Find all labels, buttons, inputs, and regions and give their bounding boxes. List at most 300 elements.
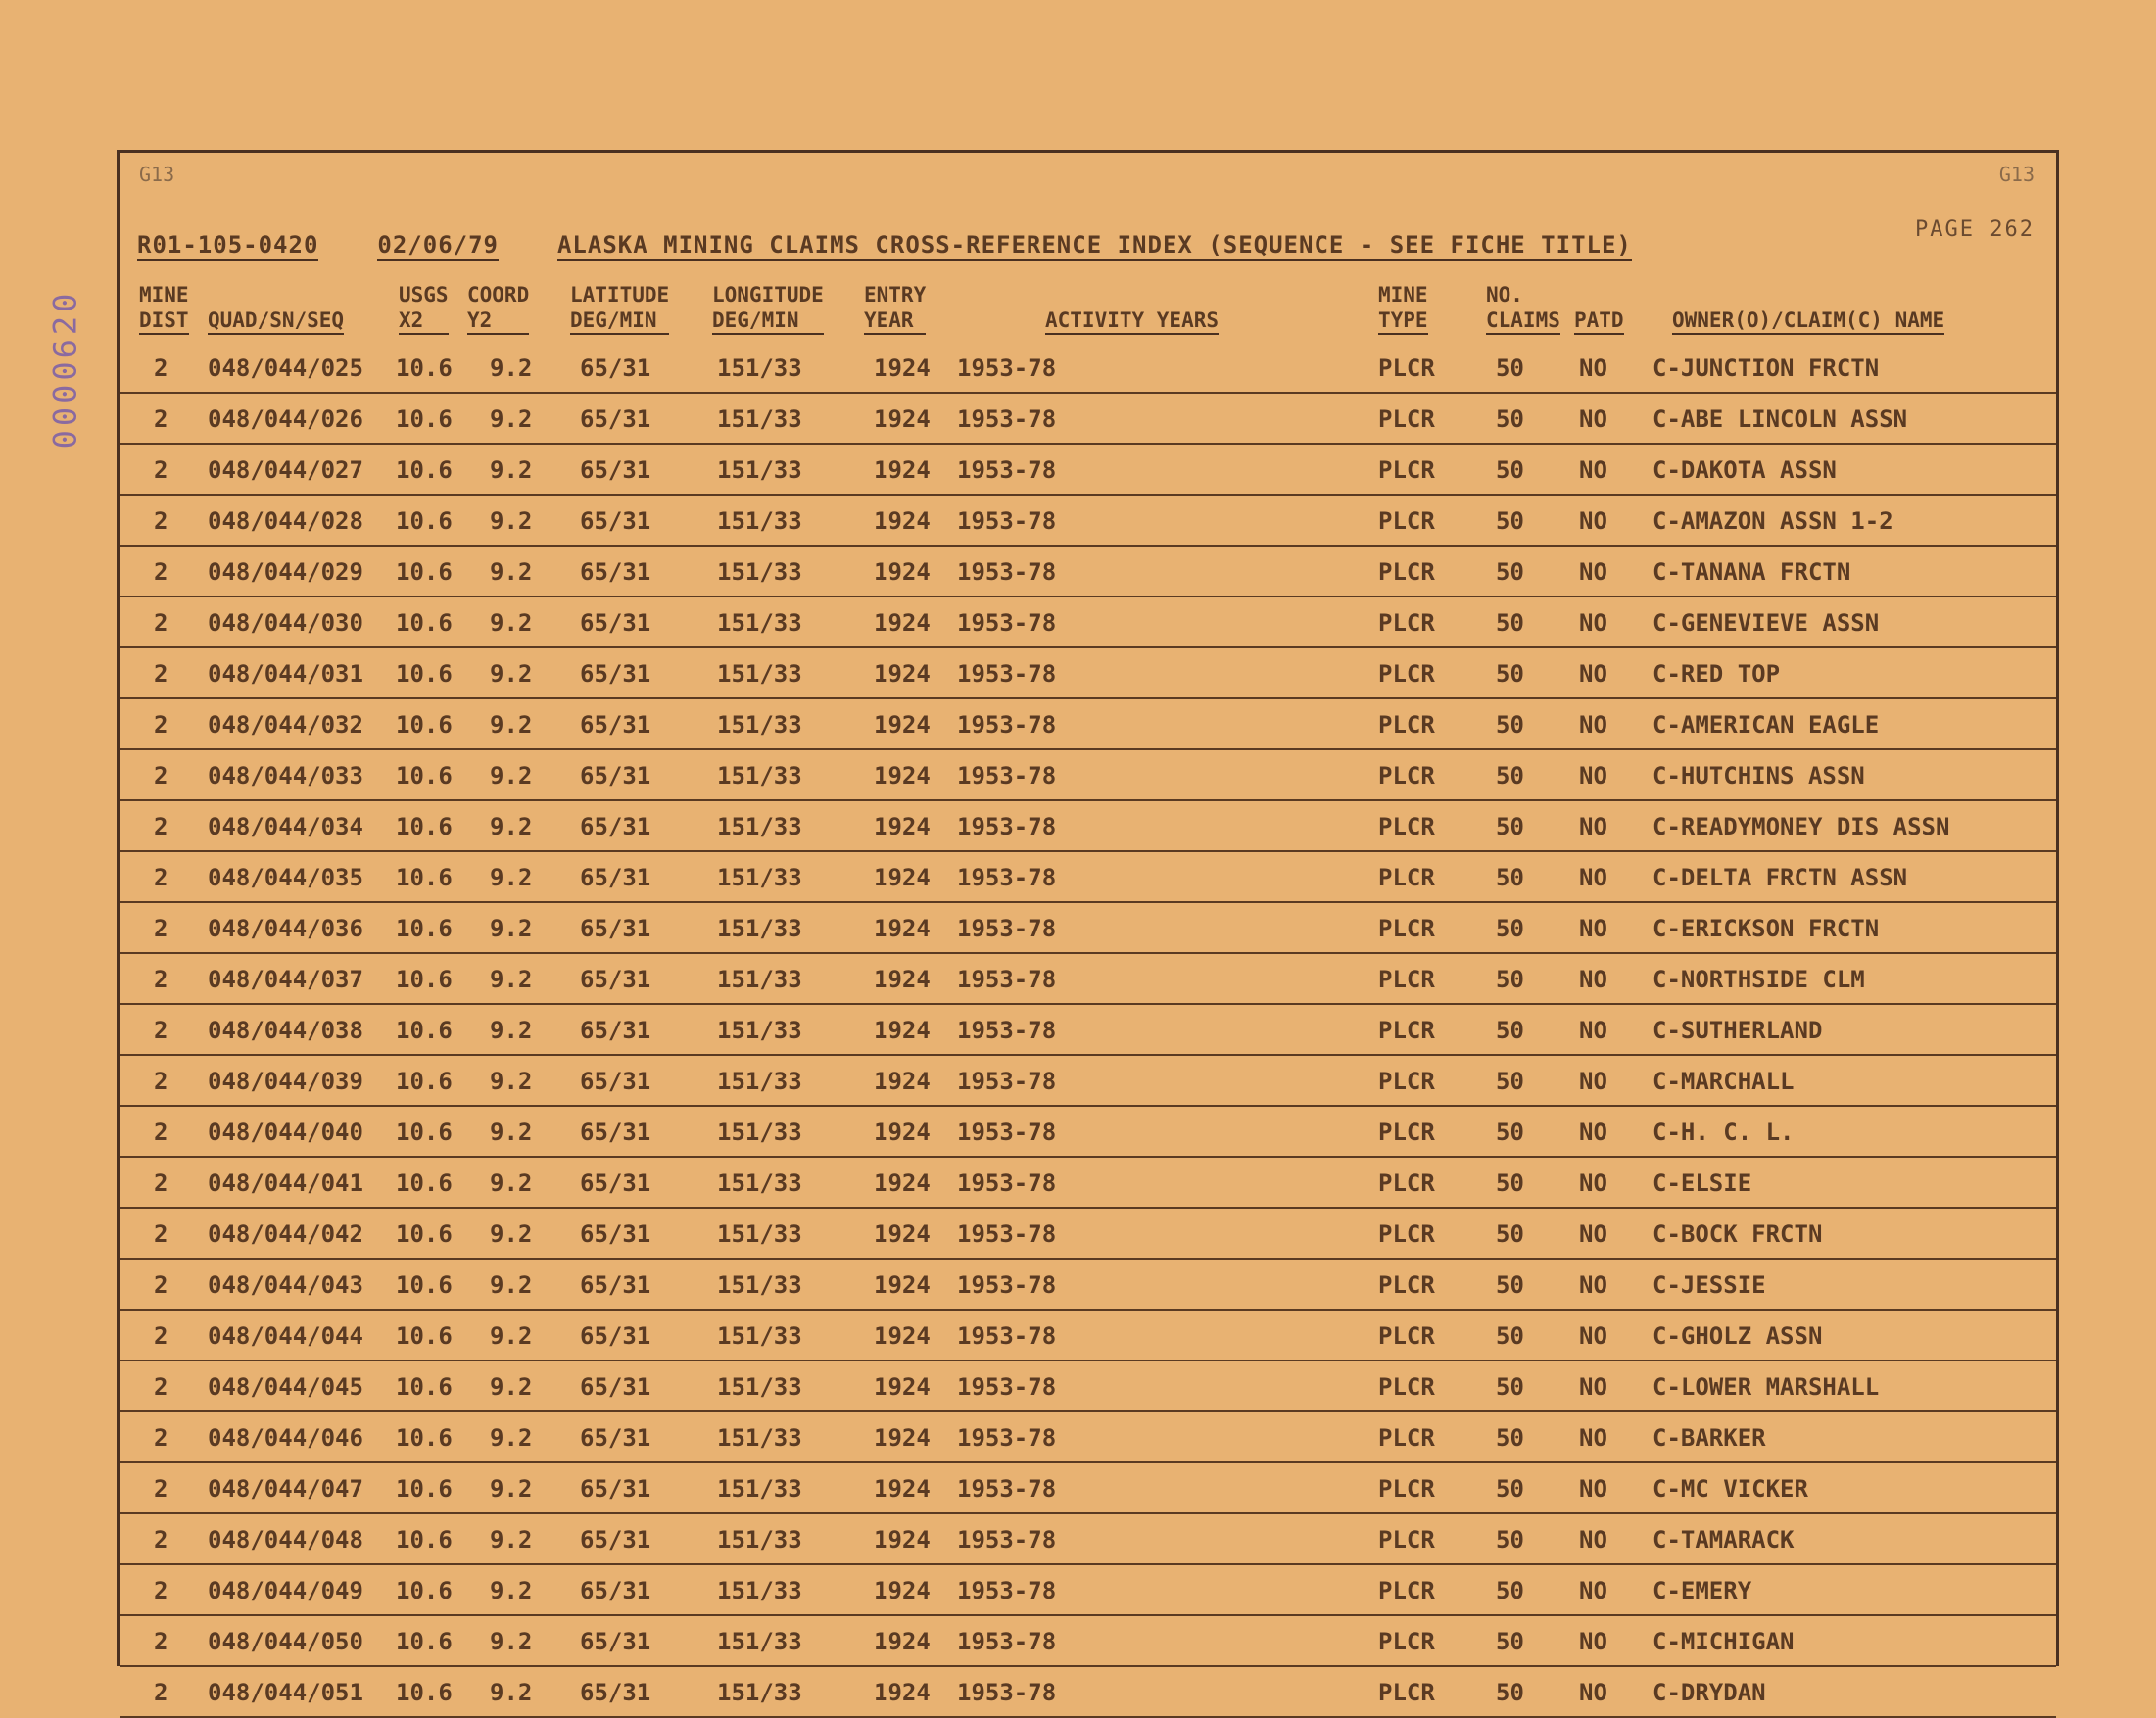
cell-name: C-BOCK FRCTN	[1653, 1220, 1823, 1248]
cell-claims: 50	[1496, 711, 1524, 739]
cell-quad: 048/044/026	[208, 406, 363, 433]
table-row	[120, 1311, 2056, 1361]
corner-label-right: G13	[1998, 163, 2035, 186]
table-row	[120, 1514, 2056, 1565]
column-header	[864, 282, 926, 335]
cell-patd: NO	[1579, 1628, 1607, 1655]
report-title: ALASKA MINING CLAIMS CROSS-REFERENCE INDEX (SEQUENCE - SEE FICHE TITLE)	[556, 231, 1632, 259]
cell-type: PLCR	[1378, 406, 1435, 433]
cell-patd: NO	[1579, 1169, 1607, 1197]
column-header	[1378, 282, 1428, 335]
cell-y2: 9.2	[490, 1679, 533, 1706]
cell-quad: 048/044/038	[208, 1017, 363, 1044]
cell-name: C-DRYDAN	[1653, 1679, 1766, 1706]
cell-y2: 9.2	[490, 660, 533, 688]
cell-dist: 2	[154, 1322, 168, 1350]
cell-lon: 151/33	[717, 406, 802, 433]
cell-entry: 1924	[874, 966, 931, 993]
cell-claims: 50	[1496, 355, 1524, 382]
cell-x2: 10.6	[396, 660, 453, 688]
column-header	[1486, 282, 1560, 335]
table-row	[120, 496, 2056, 547]
column-header-bottom: ACTIVITY YEARS	[1045, 308, 1219, 335]
column-header-top	[1045, 282, 1219, 308]
cell-quad: 048/044/033	[208, 762, 363, 789]
table-row	[120, 547, 2056, 597]
cell-activity: 1953-78	[957, 1068, 1057, 1095]
cell-lat: 65/31	[580, 1577, 651, 1604]
cell-name: C-JUNCTION FRCTN	[1653, 355, 1880, 382]
table-row	[120, 1412, 2056, 1463]
column-header	[1045, 282, 1219, 335]
fiche-stamp-number	[45, 257, 84, 482]
cell-y2: 9.2	[490, 1271, 533, 1299]
cell-activity: 1953-78	[957, 762, 1057, 789]
column-header	[467, 282, 529, 335]
cell-name: C-DAKOTA ASSN	[1653, 456, 1837, 484]
cell-claims: 50	[1496, 609, 1524, 637]
cell-activity: 1953-78	[957, 355, 1057, 382]
cell-activity: 1953-78	[957, 1322, 1057, 1350]
column-header-bottom: DEG/MIN	[570, 308, 669, 335]
table-row	[120, 1260, 2056, 1311]
cell-patd: NO	[1579, 864, 1607, 891]
cell-entry: 1924	[874, 1169, 931, 1197]
cell-type: PLCR	[1378, 864, 1435, 891]
cell-patd: NO	[1579, 813, 1607, 840]
cell-y2: 9.2	[490, 711, 533, 739]
column-header-top: MINE	[139, 283, 189, 307]
cell-activity: 1953-78	[957, 456, 1057, 484]
column-header-bottom: Y2	[467, 308, 529, 335]
cell-lon: 151/33	[717, 1068, 802, 1095]
cell-name: C-TAMARACK	[1653, 1526, 1795, 1553]
cell-patd: NO	[1579, 1679, 1607, 1706]
column-header-bottom: DEG/MIN	[712, 308, 824, 335]
cell-y2: 9.2	[490, 864, 533, 891]
table-row	[120, 852, 2056, 903]
column-header-top	[208, 282, 344, 308]
cell-type: PLCR	[1378, 1169, 1435, 1197]
cell-activity: 1953-78	[957, 813, 1057, 840]
cell-quad: 048/044/036	[208, 915, 363, 942]
cell-lat: 65/31	[580, 558, 651, 586]
cell-entry: 1924	[874, 1017, 931, 1044]
cell-patd: NO	[1579, 1220, 1607, 1248]
cell-lon: 151/33	[717, 762, 802, 789]
column-header	[570, 282, 669, 335]
cell-x2: 10.6	[396, 813, 453, 840]
cell-x2: 10.6	[396, 711, 453, 739]
cell-activity: 1953-78	[957, 1679, 1057, 1706]
cell-claims: 50	[1496, 1373, 1524, 1401]
cell-y2: 9.2	[490, 1475, 533, 1503]
cell-name: C-GHOLZ ASSN	[1653, 1322, 1823, 1350]
cell-name: C-ERICKSON FRCTN	[1653, 915, 1880, 942]
cell-lon: 151/33	[717, 813, 802, 840]
column-header-top: LATITUDE	[570, 283, 670, 307]
cell-patd: NO	[1579, 711, 1607, 739]
cell-quad: 048/044/048	[208, 1526, 363, 1553]
cell-quad: 048/044/039	[208, 1068, 363, 1095]
cell-y2: 9.2	[490, 915, 533, 942]
cell-y2: 9.2	[490, 1017, 533, 1044]
report-header	[137, 231, 1632, 261]
cell-dist: 2	[154, 558, 168, 586]
cell-name: C-TANANA FRCTN	[1653, 558, 1851, 586]
column-header-bottom: YEAR	[864, 308, 926, 335]
cell-x2: 10.6	[396, 1628, 453, 1655]
cell-lat: 65/31	[580, 456, 651, 484]
cell-quad: 048/044/050	[208, 1628, 363, 1655]
column-header-top: NO.	[1486, 283, 1523, 307]
cell-x2: 10.6	[396, 1322, 453, 1350]
cell-lon: 151/33	[717, 864, 802, 891]
cell-entry: 1924	[874, 1322, 931, 1350]
cell-quad: 048/044/031	[208, 660, 363, 688]
table-row	[120, 1005, 2056, 1056]
cell-lat: 65/31	[580, 1119, 651, 1146]
cell-name: C-MC VICKER	[1653, 1475, 1808, 1503]
table-row	[120, 597, 2056, 648]
cell-y2: 9.2	[490, 609, 533, 637]
cell-lat: 65/31	[580, 1679, 651, 1706]
cell-patd: NO	[1579, 1526, 1607, 1553]
cell-activity: 1953-78	[957, 1119, 1057, 1146]
cell-lon: 151/33	[717, 1220, 802, 1248]
column-header-bottom: OWNER(O)/CLAIM(C) NAME	[1672, 308, 1944, 335]
cell-claims: 50	[1496, 966, 1524, 993]
cell-y2: 9.2	[490, 1119, 533, 1146]
cell-type: PLCR	[1378, 711, 1435, 739]
cell-activity: 1953-78	[957, 1220, 1057, 1248]
cell-activity: 1953-78	[957, 558, 1057, 586]
column-header-top	[1672, 282, 1944, 308]
cell-entry: 1924	[874, 1373, 931, 1401]
cell-claims: 50	[1496, 1220, 1524, 1248]
cell-claims: 50	[1496, 1475, 1524, 1503]
cell-entry: 1924	[874, 660, 931, 688]
cell-lat: 65/31	[580, 864, 651, 891]
cell-name: C-HUTCHINS ASSN	[1653, 762, 1865, 789]
cell-patd: NO	[1579, 507, 1607, 535]
cell-x2: 10.6	[396, 355, 453, 382]
cell-type: PLCR	[1378, 355, 1435, 382]
cell-y2: 9.2	[490, 1424, 533, 1452]
cell-x2: 10.6	[396, 1373, 453, 1401]
cell-x2: 10.6	[396, 915, 453, 942]
cell-patd: NO	[1579, 1475, 1607, 1503]
column-header-bottom: X2	[399, 308, 449, 335]
cell-lon: 151/33	[717, 1169, 802, 1197]
table-row	[120, 1361, 2056, 1412]
cell-x2: 10.6	[396, 1220, 453, 1248]
cell-x2: 10.6	[396, 1169, 453, 1197]
cell-name: C-READYMONEY DIS ASSN	[1653, 813, 1950, 840]
cell-patd: NO	[1579, 355, 1607, 382]
cell-quad: 048/044/040	[208, 1119, 363, 1146]
cell-claims: 50	[1496, 1068, 1524, 1095]
cell-entry: 1924	[874, 1577, 931, 1604]
cell-patd: NO	[1579, 1017, 1607, 1044]
page-number: PAGE 262	[1915, 217, 2035, 242]
cell-quad: 048/044/041	[208, 1169, 363, 1197]
cell-activity: 1953-78	[957, 660, 1057, 688]
table-row	[120, 903, 2056, 954]
cell-name: C-LOWER MARSHALL	[1653, 1373, 1880, 1401]
cell-activity: 1953-78	[957, 609, 1057, 637]
table-row	[120, 954, 2056, 1005]
cell-patd: NO	[1579, 456, 1607, 484]
cell-name: C-BARKER	[1653, 1424, 1766, 1452]
table-row	[120, 1056, 2056, 1107]
cell-dist: 2	[154, 1628, 168, 1655]
cell-lat: 65/31	[580, 355, 651, 382]
cell-activity: 1953-78	[957, 711, 1057, 739]
cell-dist: 2	[154, 355, 168, 382]
cell-dist: 2	[154, 1526, 168, 1553]
cell-name: C-ELSIE	[1653, 1169, 1752, 1197]
cell-activity: 1953-78	[957, 1577, 1057, 1604]
cell-type: PLCR	[1378, 1526, 1435, 1553]
column-header	[1672, 282, 1944, 335]
cell-x2: 10.6	[396, 1271, 453, 1299]
cell-y2: 9.2	[490, 355, 533, 382]
cell-lat: 65/31	[580, 813, 651, 840]
cell-dist: 2	[154, 1119, 168, 1146]
cell-dist: 2	[154, 507, 168, 535]
cell-entry: 1924	[874, 1526, 931, 1553]
cell-y2: 9.2	[490, 558, 533, 586]
cell-type: PLCR	[1378, 1475, 1435, 1503]
cell-patd: NO	[1579, 1322, 1607, 1350]
cell-lat: 65/31	[580, 1475, 651, 1503]
cell-y2: 9.2	[490, 762, 533, 789]
cell-lon: 151/33	[717, 1475, 802, 1503]
cell-claims: 50	[1496, 813, 1524, 840]
stamp-text: 0000620	[46, 289, 84, 450]
cell-claims: 50	[1496, 1424, 1524, 1452]
table-row	[120, 1158, 2056, 1209]
cell-name: C-RED TOP	[1653, 660, 1781, 688]
cell-name: C-GENEVIEVE ASSN	[1653, 609, 1880, 637]
cell-entry: 1924	[874, 1068, 931, 1095]
cell-activity: 1953-78	[957, 1017, 1057, 1044]
claims-table	[120, 343, 2056, 1718]
cell-y2: 9.2	[490, 813, 533, 840]
table-row	[120, 648, 2056, 699]
cell-name: C-AMAZON ASSN 1-2	[1653, 507, 1893, 535]
corner-label-left: G13	[139, 163, 175, 186]
column-header	[208, 282, 344, 335]
table-row	[120, 1616, 2056, 1667]
cell-patd: NO	[1579, 1068, 1607, 1095]
cell-type: PLCR	[1378, 1577, 1435, 1604]
cell-type: PLCR	[1378, 813, 1435, 840]
cell-quad: 048/044/029	[208, 558, 363, 586]
cell-entry: 1924	[874, 915, 931, 942]
cell-lat: 65/31	[580, 711, 651, 739]
cell-patd: NO	[1579, 1119, 1607, 1146]
cell-lon: 151/33	[717, 711, 802, 739]
cell-dist: 2	[154, 1068, 168, 1095]
cell-lon: 151/33	[717, 1679, 802, 1706]
cell-entry: 1924	[874, 1271, 931, 1299]
cell-entry: 1924	[874, 1679, 931, 1706]
cell-x2: 10.6	[396, 507, 453, 535]
cell-x2: 10.6	[396, 1577, 453, 1604]
cell-claims: 50	[1496, 1017, 1524, 1044]
cell-dist: 2	[154, 1017, 168, 1044]
cell-activity: 1953-78	[957, 507, 1057, 535]
cell-claims: 50	[1496, 1679, 1524, 1706]
cell-activity: 1953-78	[957, 1169, 1057, 1197]
cell-lon: 151/33	[717, 1628, 802, 1655]
cell-claims: 50	[1496, 1577, 1524, 1604]
cell-patd: NO	[1579, 1271, 1607, 1299]
table-row	[120, 1209, 2056, 1260]
cell-name: C-DELTA FRCTN ASSN	[1653, 864, 1908, 891]
cell-y2: 9.2	[490, 1526, 533, 1553]
cell-type: PLCR	[1378, 1220, 1435, 1248]
cell-lon: 151/33	[717, 558, 802, 586]
cell-lat: 65/31	[580, 1373, 651, 1401]
cell-claims: 50	[1496, 762, 1524, 789]
cell-x2: 10.6	[396, 609, 453, 637]
table-row	[120, 343, 2056, 394]
cell-quad: 048/044/032	[208, 711, 363, 739]
cell-activity: 1953-78	[957, 966, 1057, 993]
cell-entry: 1924	[874, 1119, 931, 1146]
cell-lat: 65/31	[580, 507, 651, 535]
cell-quad: 048/044/045	[208, 1373, 363, 1401]
cell-activity: 1953-78	[957, 1424, 1057, 1452]
cell-x2: 10.6	[396, 762, 453, 789]
cell-claims: 50	[1496, 1271, 1524, 1299]
cell-dist: 2	[154, 456, 168, 484]
cell-type: PLCR	[1378, 1271, 1435, 1299]
cell-patd: NO	[1579, 609, 1607, 637]
cell-lat: 65/31	[580, 1068, 651, 1095]
cell-lat: 65/31	[580, 1424, 651, 1452]
cell-type: PLCR	[1378, 558, 1435, 586]
cell-claims: 50	[1496, 406, 1524, 433]
cell-quad: 048/044/044	[208, 1322, 363, 1350]
cell-claims: 50	[1496, 1628, 1524, 1655]
cell-type: PLCR	[1378, 456, 1435, 484]
cell-x2: 10.6	[396, 864, 453, 891]
cell-quad: 048/044/043	[208, 1271, 363, 1299]
column-header	[712, 282, 824, 335]
cell-patd: NO	[1579, 966, 1607, 993]
cell-dist: 2	[154, 1679, 168, 1706]
column-header-top: MINE	[1378, 283, 1428, 307]
cell-entry: 1924	[874, 1220, 931, 1248]
cell-x2: 10.6	[396, 1424, 453, 1452]
cell-y2: 9.2	[490, 406, 533, 433]
cell-type: PLCR	[1378, 1017, 1435, 1044]
cell-patd: NO	[1579, 660, 1607, 688]
cell-entry: 1924	[874, 558, 931, 586]
column-header-top: USGS	[399, 283, 449, 307]
cell-x2: 10.6	[396, 1017, 453, 1044]
cell-lon: 151/33	[717, 660, 802, 688]
cell-name: C-NORTHSIDE CLM	[1653, 966, 1865, 993]
cell-quad: 048/044/035	[208, 864, 363, 891]
cell-claims: 50	[1496, 915, 1524, 942]
cell-type: PLCR	[1378, 1628, 1435, 1655]
cell-type: PLCR	[1378, 1068, 1435, 1095]
cell-quad: 048/044/049	[208, 1577, 363, 1604]
cell-dist: 2	[154, 1373, 168, 1401]
cell-patd: NO	[1579, 762, 1607, 789]
cell-lon: 151/33	[717, 1373, 802, 1401]
table-row	[120, 801, 2056, 852]
cell-x2: 10.6	[396, 406, 453, 433]
column-header-bottom: TYPE	[1378, 308, 1428, 335]
cell-lat: 65/31	[580, 1271, 651, 1299]
cell-y2: 9.2	[490, 1322, 533, 1350]
cell-type: PLCR	[1378, 1373, 1435, 1401]
cell-quad: 048/044/047	[208, 1475, 363, 1503]
column-header	[139, 282, 189, 335]
table-row	[120, 445, 2056, 496]
column-header-bottom: DIST	[139, 308, 189, 335]
cell-activity: 1953-78	[957, 1526, 1057, 1553]
cell-quad: 048/044/037	[208, 966, 363, 993]
cell-claims: 50	[1496, 1526, 1524, 1553]
cell-lon: 151/33	[717, 1119, 802, 1146]
cell-dist: 2	[154, 1169, 168, 1197]
report-date: 02/06/79	[377, 231, 499, 259]
cell-x2: 10.6	[396, 1119, 453, 1146]
cell-lon: 151/33	[717, 1526, 802, 1553]
cell-x2: 10.6	[396, 558, 453, 586]
cell-lon: 151/33	[717, 966, 802, 993]
cell-name: C-SUTHERLAND	[1653, 1017, 1823, 1044]
cell-quad: 048/044/030	[208, 609, 363, 637]
cell-y2: 9.2	[490, 456, 533, 484]
cell-lat: 65/31	[580, 609, 651, 637]
cell-activity: 1953-78	[957, 1475, 1057, 1503]
cell-entry: 1924	[874, 456, 931, 484]
cell-quad: 048/044/027	[208, 456, 363, 484]
cell-lat: 65/31	[580, 915, 651, 942]
column-headers	[120, 282, 2056, 343]
cell-y2: 9.2	[490, 507, 533, 535]
cell-entry: 1924	[874, 864, 931, 891]
cell-claims: 50	[1496, 660, 1524, 688]
cell-lat: 65/31	[580, 762, 651, 789]
column-header-top: ENTRY	[864, 283, 927, 307]
table-row	[120, 394, 2056, 445]
cell-name: C-MICHIGAN	[1653, 1628, 1795, 1655]
cell-quad: 048/044/046	[208, 1424, 363, 1452]
cell-activity: 1953-78	[957, 915, 1057, 942]
cell-x2: 10.6	[396, 1526, 453, 1553]
cell-y2: 9.2	[490, 1220, 533, 1248]
table-row	[120, 1667, 2056, 1718]
cell-quad: 048/044/042	[208, 1220, 363, 1248]
column-header-bottom: CLAIMS	[1486, 308, 1560, 335]
cell-y2: 9.2	[490, 1373, 533, 1401]
report-id: R01-105-0420	[137, 231, 319, 259]
cell-activity: 1953-78	[957, 1373, 1057, 1401]
table-row	[120, 1565, 2056, 1616]
cell-entry: 1924	[874, 355, 931, 382]
cell-lat: 65/31	[580, 1628, 651, 1655]
cell-x2: 10.6	[396, 456, 453, 484]
